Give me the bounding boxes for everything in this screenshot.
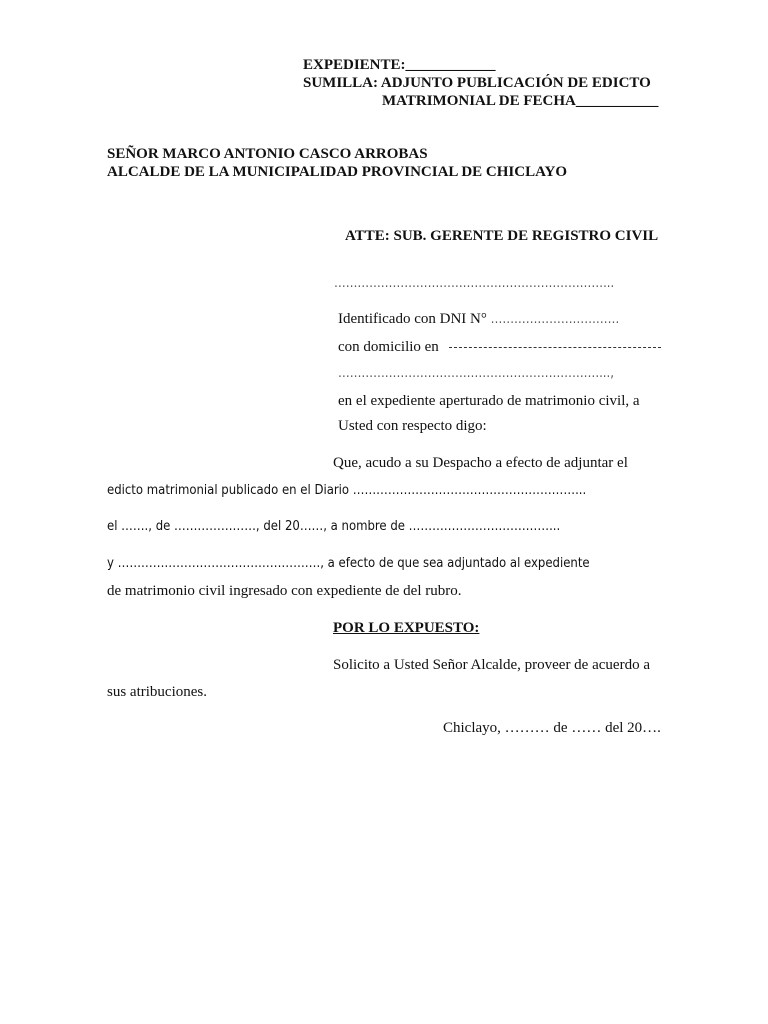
addressee-name: SEÑOR MARCO ANTONIO CASCO ARROBAS xyxy=(107,146,428,162)
respeto-line: Usted con respecto digo: xyxy=(338,418,487,434)
expediente-field: EXPEDIENTE:____________ xyxy=(303,57,496,73)
signature-date xyxy=(443,718,661,738)
dni-dots: …………………………… xyxy=(490,312,620,327)
domicilio-dashed-line xyxy=(449,347,661,348)
dni-label: Identificado con DNI N° xyxy=(338,311,487,327)
body-line-2: edicto matrimonial publicado en el Diario …………………………………………………... xyxy=(107,483,587,498)
body-line-5: de matrimonio civil ingresado con expediente de del rubro. xyxy=(107,583,462,599)
por-lo-expuesto-heading: POR LO EXPUESTO: xyxy=(333,620,480,636)
sumilla-line-2: MATRIMONIAL DE FECHA___________ xyxy=(382,93,659,109)
domicilio-dotted-line: …………………………………………………………...., xyxy=(338,366,614,381)
dni-line xyxy=(338,309,619,330)
sumilla-line-1: SUMILLA: ADJUNTO PUBLICACIÓN DE EDICTO xyxy=(303,75,651,91)
conclusion-line-1: Solicito a Usted Señor Alcalde, proveer de acuerdo a xyxy=(333,657,650,673)
addressee-title: ALCALDE DE LA MUNICIPALIDAD PROVINCIAL DE CHICLAYO xyxy=(107,164,568,180)
expediente-aperturado-line: en el expediente aperturado de matrimonio civil, a xyxy=(338,393,640,409)
body-line-3: el ……., de …………………, del 20……, a nombre de ………………………………... xyxy=(107,519,561,534)
domicilio-label: con domicilio en xyxy=(338,339,439,355)
domicilio-line xyxy=(338,337,661,357)
name-dotted-line: ……………………………………………………………... xyxy=(334,276,615,291)
body-line-4: y ……………………………………………., a efecto de que sea adjuntado al expediente xyxy=(107,556,590,571)
conclusion-line-2: sus atribuciones. xyxy=(107,684,207,700)
body-line-1: Que, acudo a su Despacho a efecto de adjuntar el xyxy=(333,455,628,471)
signature-date-text: Chiclayo, ……… de …… del 20…. xyxy=(443,720,661,736)
atte-line: ATTE: SUB. GERENTE DE REGISTRO CIVIL xyxy=(345,228,659,244)
